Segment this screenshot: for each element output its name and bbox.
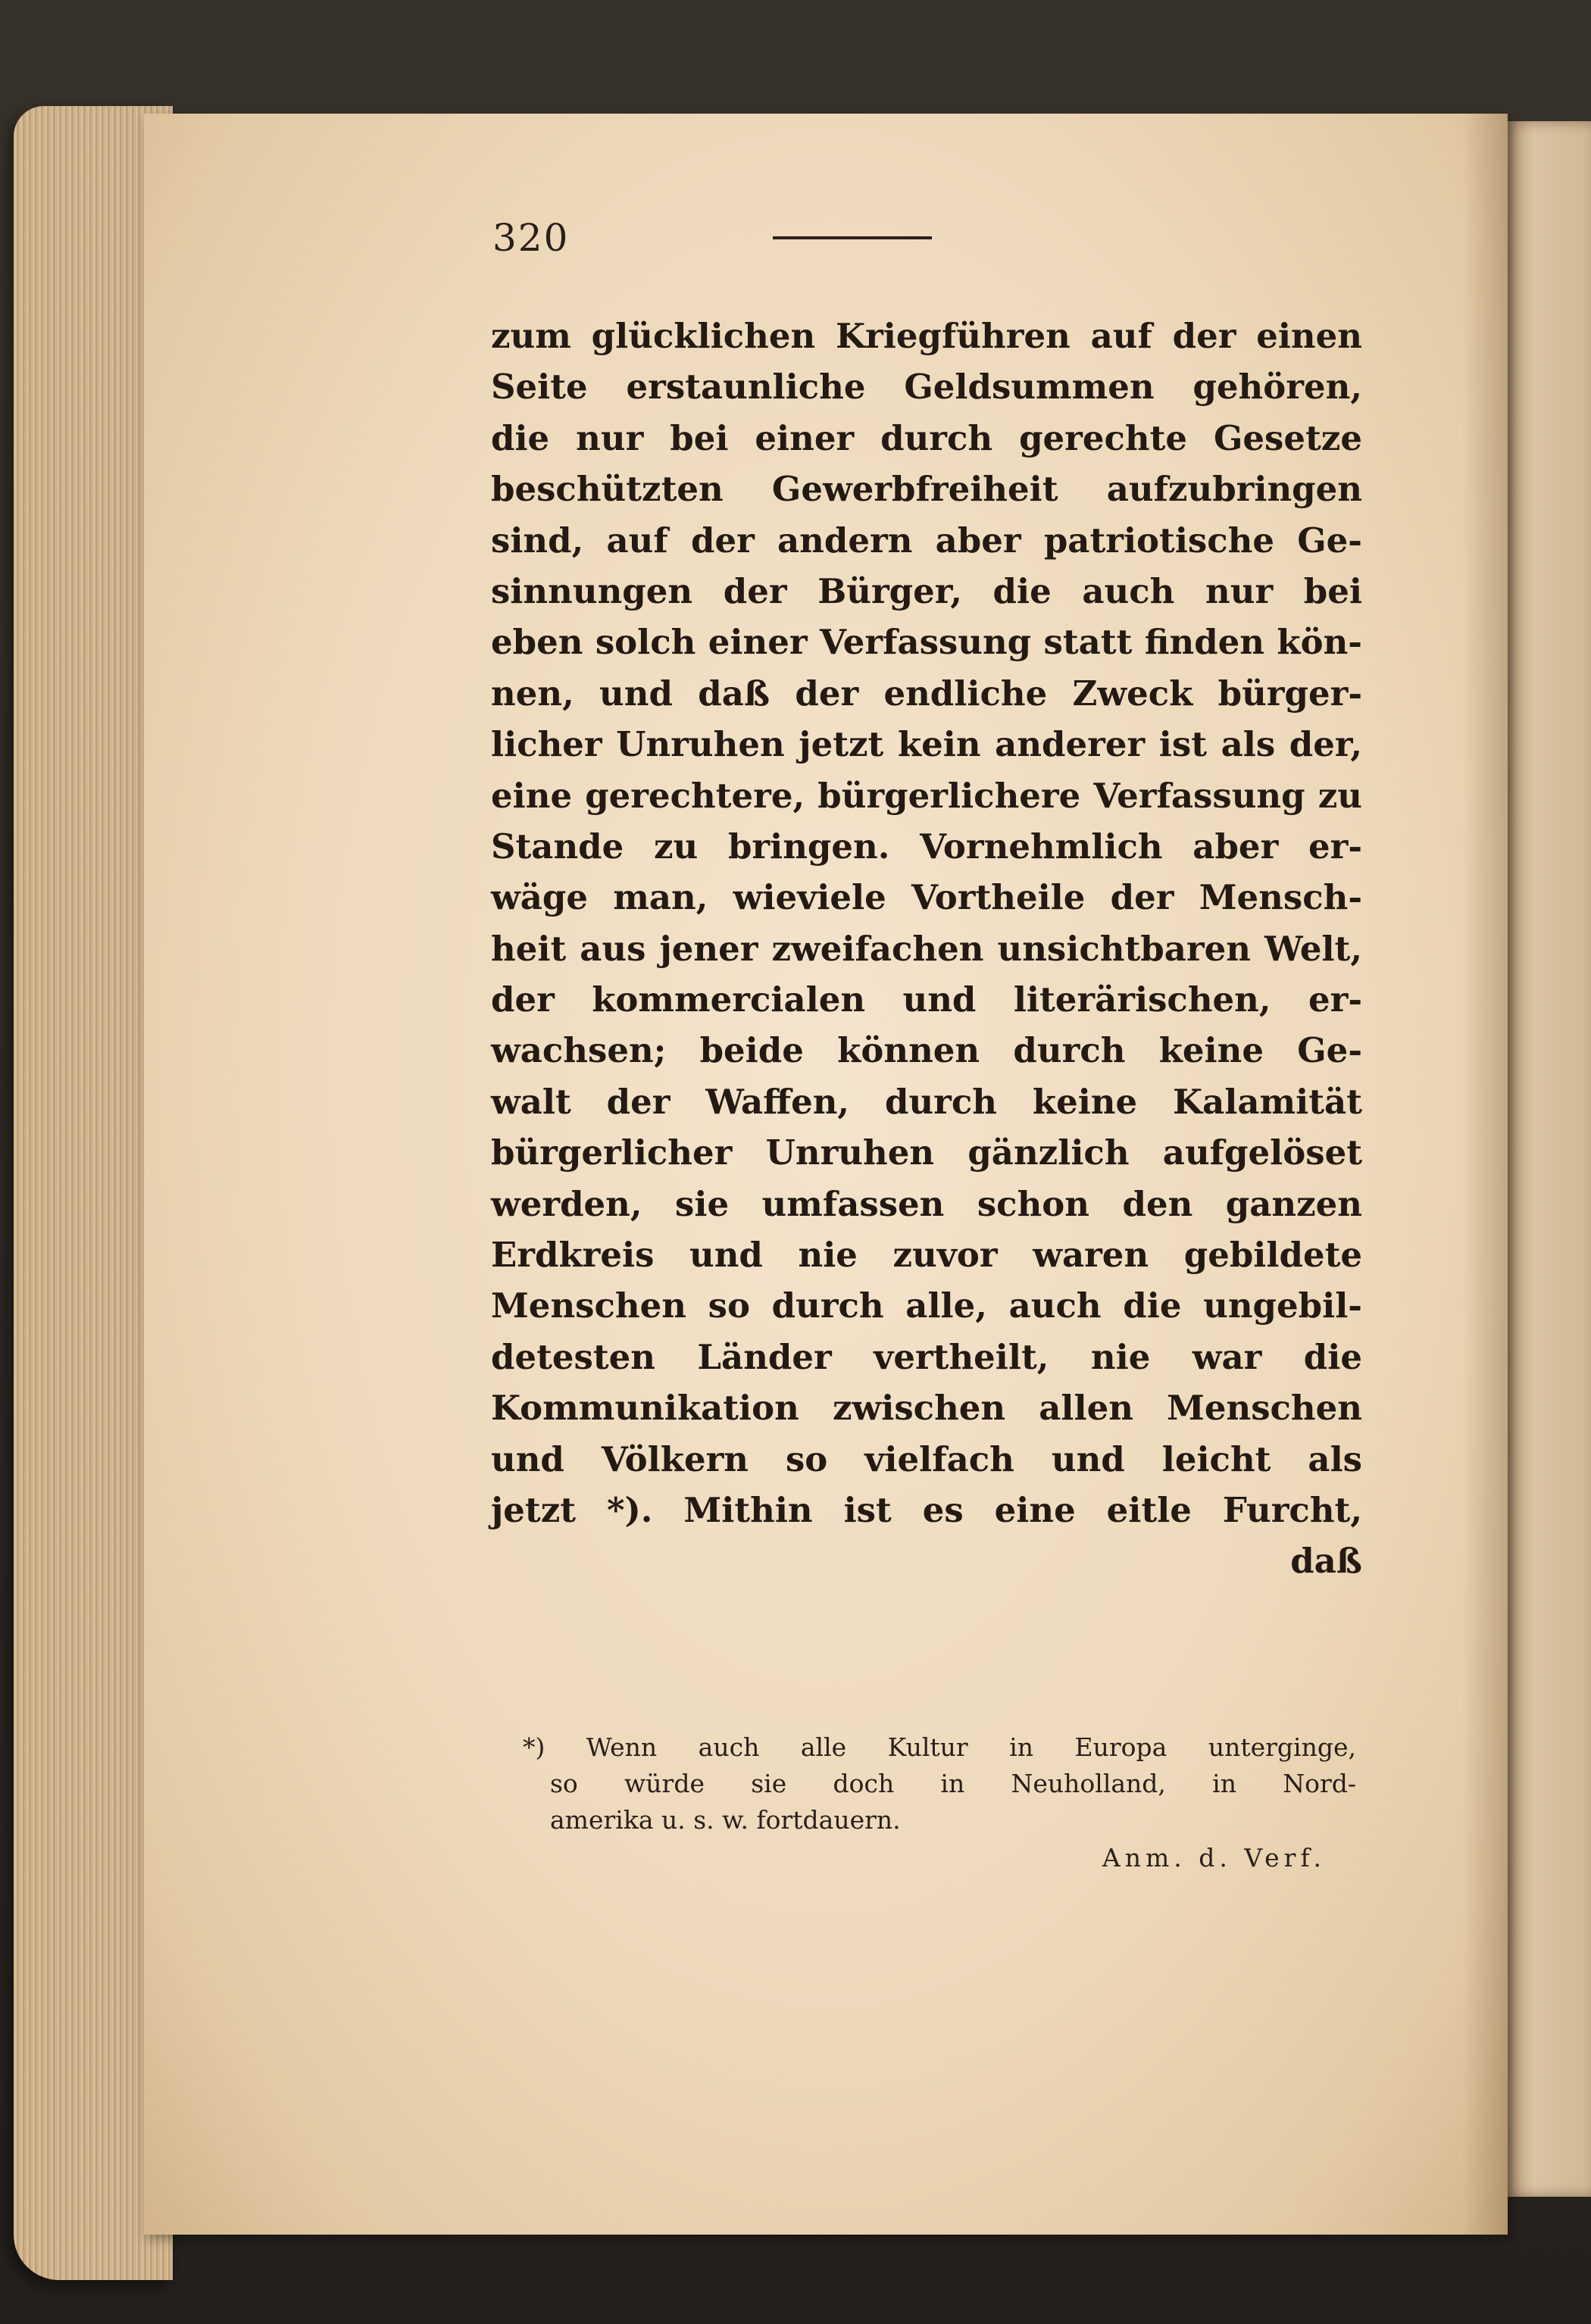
text-line: licher Unruhen jetzt kein anderer ist als der, <box>491 724 1362 765</box>
text-line: eben solch einer Verfassung statt finden kön- <box>491 622 1362 663</box>
text-line: nen, und daß der endliche Zweck bürger- <box>491 673 1362 714</box>
footnote-line: so würde sie doch in Neuholland, in Nord- <box>550 1769 1356 1798</box>
body-text <box>491 311 1362 1587</box>
text-line: Stande zu bringen. Vornehmlich aber er- <box>491 826 1362 867</box>
text-line: Menschen so durch alle, auch die ungebil- <box>491 1285 1362 1326</box>
text-line: heit aus jener zweifachen unsichtbaren Welt, <box>491 928 1362 969</box>
text-line: jetzt *). Mithin ist es eine eitle Furcht, <box>491 1489 1362 1530</box>
text-line: wäge man, wieviele Vortheile der Mensch- <box>491 877 1362 918</box>
footnote <box>523 1729 1356 1878</box>
text-line: walt der Waffen, durch keine Kalamität <box>491 1081 1362 1122</box>
header-rule <box>773 236 932 239</box>
text-line: zum glücklichen Kriegführen auf der einen <box>491 316 1362 356</box>
footnote-signature: Anm. d. Verf. <box>1102 1843 1326 1873</box>
page-number: 320 <box>492 216 570 260</box>
text-line: Erdkreis und nie zuvor waren gebildete <box>491 1235 1362 1276</box>
text-line: detesten Länder vertheilt, nie war die <box>491 1336 1362 1377</box>
footnote-line: *) Wenn auch alle Kultur in Europa unterginge, <box>523 1732 1356 1762</box>
text-line: sinnungen der Bürger, die auch nur bei <box>491 570 1362 611</box>
text-line: bürgerlicher Unruhen gänzlich aufgelöset <box>491 1132 1362 1173</box>
text-line: beschützten Gewerbfreiheit aufzubringen <box>491 469 1362 510</box>
text-line: eine gerechtere, bürgerlichere Verfassung zu <box>491 775 1362 816</box>
text-line: werden, sie umfassen schon den ganzen <box>491 1183 1362 1224</box>
text-line: sind, auf der andern aber patriotische Ge- <box>491 520 1362 561</box>
text-line: Kommunikation zwischen allen Menschen <box>491 1388 1362 1429</box>
catchword: daß <box>1290 1541 1362 1582</box>
text-line: Seite erstaunliche Geldsummen gehören, <box>491 367 1362 408</box>
text-line: wachsen; beide können durch keine Ge- <box>491 1030 1362 1071</box>
facing-page-edge <box>1504 121 1591 2197</box>
gutter-shadow <box>1462 114 1508 2235</box>
footnote-line: amerika u. s. w. fortdauern. <box>550 1805 901 1835</box>
text-line: die nur bei einer durch gerechte Gesetze <box>491 417 1362 458</box>
text-line: und Völkern so vielfach und leicht als <box>491 1438 1362 1479</box>
text-line: der kommercialen und literärischen, er- <box>491 979 1362 1020</box>
